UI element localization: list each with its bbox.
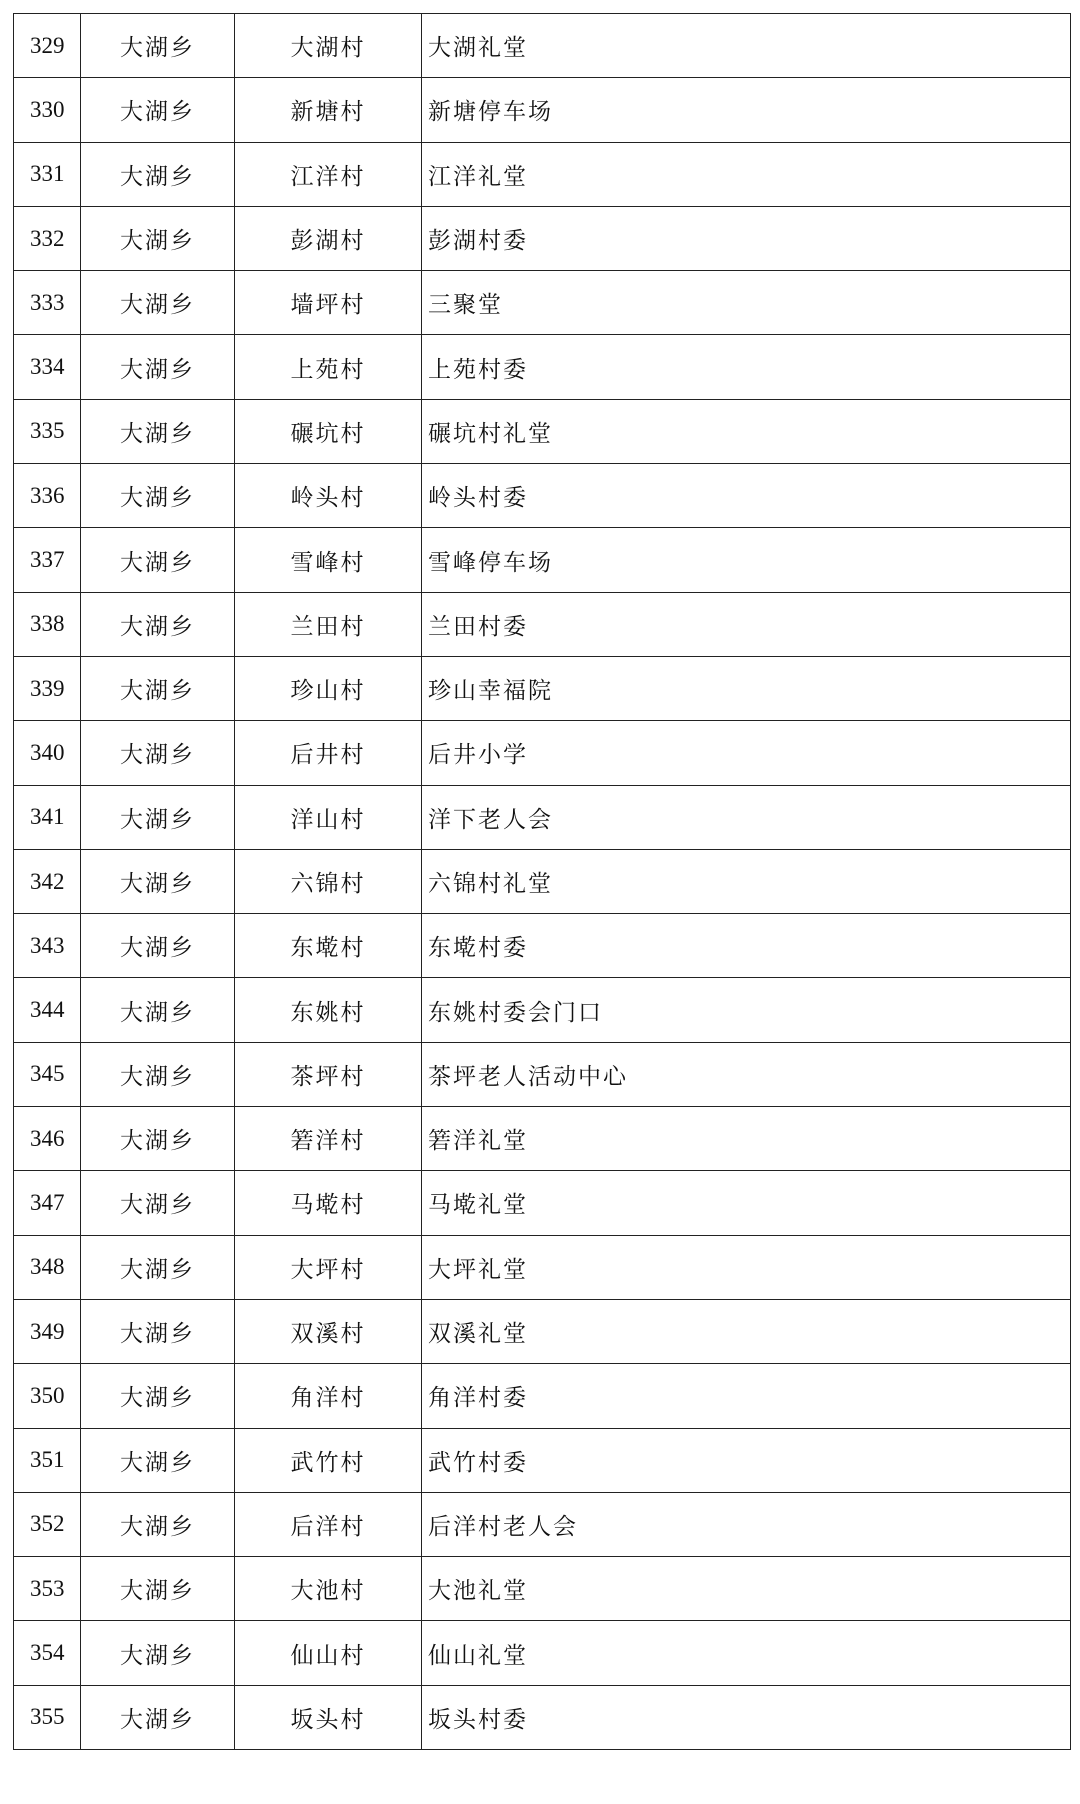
table-row [14, 1171, 1071, 1235]
row-number: 338 [14, 592, 81, 656]
row-number: 339 [14, 656, 81, 720]
location-cell: 珍山幸福院 [422, 656, 1071, 720]
row-number: 330 [14, 78, 81, 142]
location-cell: 岭头村委 [422, 464, 1071, 528]
location-cell: 大湖礼堂 [422, 14, 1071, 78]
table-row [14, 14, 1071, 78]
location-table [13, 13, 1071, 1750]
township-cell: 大湖乡 [81, 1107, 235, 1171]
row-number: 329 [14, 14, 81, 78]
village-cell: 六锦村 [235, 849, 422, 913]
table-row [14, 1428, 1071, 1492]
village-cell: 东墘村 [235, 914, 422, 978]
village-cell: 洋山村 [235, 785, 422, 849]
location-cell: 兰田村委 [422, 592, 1071, 656]
village-cell: 武竹村 [235, 1428, 422, 1492]
location-cell: 马墘礼堂 [422, 1171, 1071, 1235]
row-number: 334 [14, 335, 81, 399]
row-number: 351 [14, 1428, 81, 1492]
row-number: 347 [14, 1171, 81, 1235]
table-row [14, 592, 1071, 656]
village-cell: 新塘村 [235, 78, 422, 142]
location-cell: 茶坪老人活动中心 [422, 1042, 1071, 1106]
table-row [14, 656, 1071, 720]
township-cell: 大湖乡 [81, 785, 235, 849]
table-row [14, 142, 1071, 206]
table-row [14, 721, 1071, 785]
table-row [14, 785, 1071, 849]
table-row [14, 1107, 1071, 1171]
table-row [14, 1685, 1071, 1749]
row-number: 348 [14, 1235, 81, 1299]
village-cell: 上苑村 [235, 335, 422, 399]
township-cell: 大湖乡 [81, 1557, 235, 1621]
location-cell: 六锦村礼堂 [422, 849, 1071, 913]
row-number: 352 [14, 1492, 81, 1556]
table-row [14, 978, 1071, 1042]
table-row [14, 528, 1071, 592]
table-row [14, 399, 1071, 463]
table-row [14, 1557, 1071, 1621]
row-number: 346 [14, 1107, 81, 1171]
row-number: 336 [14, 464, 81, 528]
row-number: 349 [14, 1299, 81, 1363]
location-cell: 雪峰停车场 [422, 528, 1071, 592]
row-number: 341 [14, 785, 81, 849]
location-cell: 双溪礼堂 [422, 1299, 1071, 1363]
township-cell: 大湖乡 [81, 1428, 235, 1492]
township-cell: 大湖乡 [81, 464, 235, 528]
location-cell: 新塘停车场 [422, 78, 1071, 142]
township-cell: 大湖乡 [81, 1685, 235, 1749]
village-cell: 茶坪村 [235, 1042, 422, 1106]
location-cell: 彭湖村委 [422, 206, 1071, 270]
village-cell: 东姚村 [235, 978, 422, 1042]
village-cell: 双溪村 [235, 1299, 422, 1363]
township-cell: 大湖乡 [81, 592, 235, 656]
row-number: 337 [14, 528, 81, 592]
table-row [14, 1621, 1071, 1685]
table-row [14, 335, 1071, 399]
row-number: 355 [14, 1685, 81, 1749]
location-cell: 箬洋礼堂 [422, 1107, 1071, 1171]
location-cell: 后井小学 [422, 721, 1071, 785]
table-row [14, 206, 1071, 270]
row-number: 333 [14, 271, 81, 335]
village-cell: 江洋村 [235, 142, 422, 206]
village-cell: 大坪村 [235, 1235, 422, 1299]
table-row [14, 1299, 1071, 1363]
location-cell: 上苑村委 [422, 335, 1071, 399]
township-cell: 大湖乡 [81, 849, 235, 913]
row-number: 331 [14, 142, 81, 206]
location-cell: 角洋村委 [422, 1364, 1071, 1428]
row-number: 342 [14, 849, 81, 913]
township-cell: 大湖乡 [81, 1621, 235, 1685]
township-cell: 大湖乡 [81, 1235, 235, 1299]
village-cell: 墙坪村 [235, 271, 422, 335]
location-cell: 大池礼堂 [422, 1557, 1071, 1621]
row-number: 345 [14, 1042, 81, 1106]
township-cell: 大湖乡 [81, 206, 235, 270]
row-number: 350 [14, 1364, 81, 1428]
table-row [14, 464, 1071, 528]
table-row [14, 849, 1071, 913]
row-number: 344 [14, 978, 81, 1042]
township-cell: 大湖乡 [81, 528, 235, 592]
township-cell: 大湖乡 [81, 978, 235, 1042]
row-number: 340 [14, 721, 81, 785]
village-cell: 碾坑村 [235, 399, 422, 463]
township-cell: 大湖乡 [81, 1492, 235, 1556]
table-row [14, 1492, 1071, 1556]
location-cell: 江洋礼堂 [422, 142, 1071, 206]
table-row [14, 1364, 1071, 1428]
township-cell: 大湖乡 [81, 14, 235, 78]
table-row [14, 1235, 1071, 1299]
table-row [14, 271, 1071, 335]
township-cell: 大湖乡 [81, 1042, 235, 1106]
township-cell: 大湖乡 [81, 271, 235, 335]
row-number: 332 [14, 206, 81, 270]
village-cell: 后井村 [235, 721, 422, 785]
village-cell: 大湖村 [235, 14, 422, 78]
village-cell: 兰田村 [235, 592, 422, 656]
location-cell: 仙山礼堂 [422, 1621, 1071, 1685]
table-row [14, 914, 1071, 978]
township-cell: 大湖乡 [81, 78, 235, 142]
township-cell: 大湖乡 [81, 335, 235, 399]
township-cell: 大湖乡 [81, 1299, 235, 1363]
village-cell: 马墘村 [235, 1171, 422, 1235]
township-cell: 大湖乡 [81, 399, 235, 463]
location-cell: 大坪礼堂 [422, 1235, 1071, 1299]
location-cell: 后洋村老人会 [422, 1492, 1071, 1556]
township-cell: 大湖乡 [81, 142, 235, 206]
village-cell: 大池村 [235, 1557, 422, 1621]
location-cell: 武竹村委 [422, 1428, 1071, 1492]
village-cell: 珍山村 [235, 656, 422, 720]
village-cell: 角洋村 [235, 1364, 422, 1428]
village-cell: 雪峰村 [235, 528, 422, 592]
village-cell: 坂头村 [235, 1685, 422, 1749]
table-body [14, 14, 1071, 1750]
township-cell: 大湖乡 [81, 914, 235, 978]
location-cell: 三聚堂 [422, 271, 1071, 335]
village-cell: 彭湖村 [235, 206, 422, 270]
location-cell: 东墘村委 [422, 914, 1071, 978]
location-cell: 碾坑村礼堂 [422, 399, 1071, 463]
township-cell: 大湖乡 [81, 1171, 235, 1235]
row-number: 335 [14, 399, 81, 463]
row-number: 354 [14, 1621, 81, 1685]
location-cell: 洋下老人会 [422, 785, 1071, 849]
row-number: 343 [14, 914, 81, 978]
village-cell: 岭头村 [235, 464, 422, 528]
location-cell: 东姚村委会门口 [422, 978, 1071, 1042]
location-cell: 坂头村委 [422, 1685, 1071, 1749]
village-cell: 后洋村 [235, 1492, 422, 1556]
township-cell: 大湖乡 [81, 656, 235, 720]
village-cell: 仙山村 [235, 1621, 422, 1685]
table-row [14, 78, 1071, 142]
table-row [14, 1042, 1071, 1106]
row-number: 353 [14, 1557, 81, 1621]
township-cell: 大湖乡 [81, 1364, 235, 1428]
township-cell: 大湖乡 [81, 721, 235, 785]
village-cell: 箬洋村 [235, 1107, 422, 1171]
